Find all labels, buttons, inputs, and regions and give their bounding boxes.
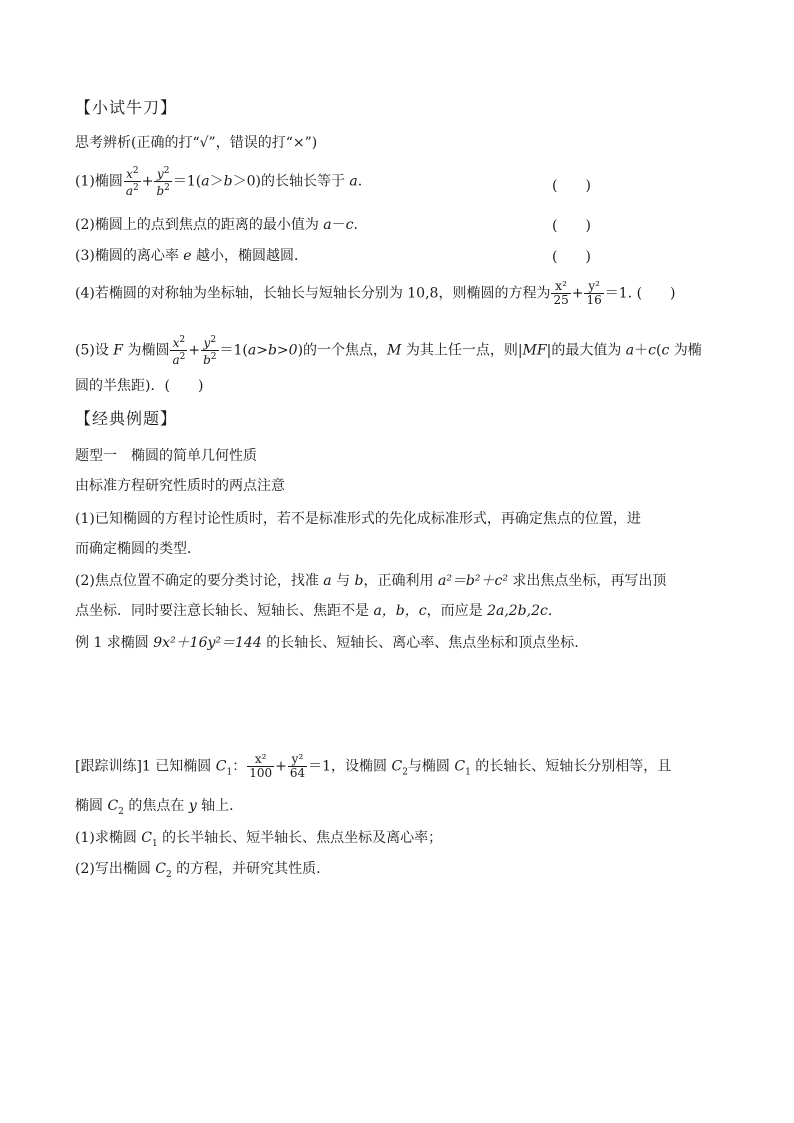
note-2-line2: 点坐标．同时要注意长轴长、短轴长、焦距不是 a，b，c，而应是 2a,2b,2c. xyxy=(75,603,553,619)
question-2: (2)椭圆上的点到焦点的距离的最小值为 a－c. xyxy=(75,217,358,233)
type-heading: 题型一 椭圆的简单几何性质 xyxy=(75,448,257,464)
question-1: (1)椭圆 $\frac{x^2}{a^2}$ + $\frac{y^2}{b^2}$ ＝1(a＞b＞0)的长轴长等于 a. xyxy=(75,166,363,198)
fraction-x2-25: $\frac{\text{x²}}{25}$ xyxy=(553,279,569,307)
answer-blank-5[interactable]: ) xyxy=(197,378,204,394)
question-3: (3)椭圆的离心率 e 越小，椭圆越圆． xyxy=(75,248,309,264)
tracking-exercise-line1: [跟踪训练]1 已知椭圆 $C_1$： $\frac{\text{x²}}{100}$ + $\frac{\text{y²}}{64}$ ＝1，设椭圆 $C_2$与椭圆 $C_1$ 的长轴长、短轴长分别相等，且 xyxy=(75,752,672,780)
fraction-x2-a2-q5: $\frac{x^2}{a^2}$ xyxy=(172,335,186,367)
tracking-part-2: (2)写出椭圆 $C_2$ 的方程，并研究其性质. xyxy=(75,861,321,880)
fraction-y2-16: $\frac{\text{y²}}{16}$ xyxy=(586,279,602,307)
fraction-x2-a2: $\frac{x^2}{a^2}$ xyxy=(125,166,139,198)
answer-blank-1[interactable]: ( ) xyxy=(552,178,591,194)
section-heading-examples: 【经典例题】 xyxy=(75,409,178,428)
fraction-x2-100: $\frac{\text{x²}}{100}$ xyxy=(249,752,273,780)
note-2-line1: (2)焦点位置不确定的要分类讨论，找准 a 与 b，正确利用 a²＝b²＋c² 求出焦点坐标，再写出顶 xyxy=(75,573,667,589)
fraction-y2-b2: $\frac{y^2}{b^2}$ xyxy=(156,166,170,198)
example-1: 例 1 求椭圆 9x²＋16y²＝144 的长轴长、短轴长、离心率、焦点坐标和顶点坐标. xyxy=(75,635,579,651)
note-1-line1: (1)已知椭圆的方程讨论性质时，若不是标准形式的先化成标准形式，再确定焦点的位置，进 xyxy=(75,511,641,527)
question-5-line2: 圆的半焦距)．( ) xyxy=(75,378,204,394)
fraction-y2-b2-q5: $\frac{y^2}{b^2}$ xyxy=(203,335,217,367)
answer-blank-2[interactable]: ( ) xyxy=(552,218,591,234)
fraction-y2-64: $\frac{\text{y²}}{64}$ xyxy=(289,752,306,780)
tracking-part-1: (1)求椭圆 $C_1$ 的长半轴长、短半轴长、焦点坐标及离心率； xyxy=(75,830,443,849)
note-title: 由标准方程研究性质时的两点注意 xyxy=(75,478,285,494)
question-5-line1: (5)设 F 为椭圆 $\frac{x^2}{a^2}$ + $\frac{y^2}{b^2}$ ＝1(a>b>0)的一个焦点，M 为其上任一点，则|MF|的最大值为 a＋c(c 为椭 xyxy=(75,335,702,367)
note-1-line2: 而确定椭圆的类型． xyxy=(75,541,201,557)
answer-blank-4[interactable]: ( ) xyxy=(636,285,676,302)
section-heading-trial: 【小试牛刀】 xyxy=(75,98,178,117)
tracking-exercise-line2: 椭圆 $C_2$ 的焦点在 y 轴上． xyxy=(75,798,244,817)
question-4: (4)若椭圆的对称轴为坐标轴，长轴长与短轴长分别为 10,8，则椭圆的方程为 $\frac{\text{x²}}{25}$ + $\frac{\text{y²}}{16}$ ＝1. ( ) xyxy=(75,279,676,307)
judge-intro: 思考辨析(正确的打“√”，错误的打“×”) xyxy=(75,135,318,151)
answer-blank-3[interactable]: ( ) xyxy=(552,249,591,265)
